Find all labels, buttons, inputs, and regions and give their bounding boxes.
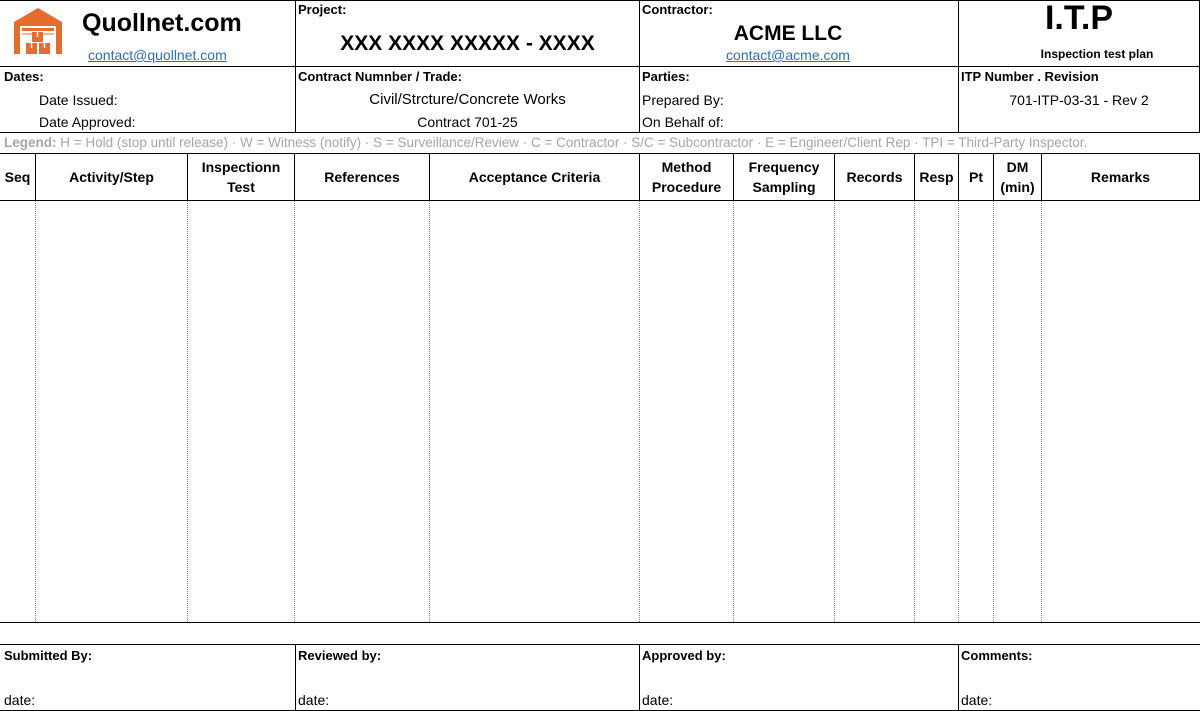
date-issued-label: Date Issued:	[39, 92, 118, 108]
table-body[interactable]	[0, 201, 1200, 622]
contractor-label: Contractor:	[642, 2, 713, 17]
column-header-resp: Resp	[919, 169, 954, 185]
reviewed-date-label: date:	[298, 692, 330, 708]
comments-label: Comments:	[961, 648, 1033, 663]
approved-by-label: Approved by:	[642, 648, 726, 663]
column-header-records: Records	[846, 169, 903, 185]
footer-top-border	[0, 644, 1200, 645]
header-col-divider-1	[295, 0, 296, 132]
legend	[4, 135, 1087, 150]
header-divider	[0, 66, 1200, 67]
project-value: XXX XXXX XXXXX - XXXX	[340, 32, 595, 55]
column-header-dm-min: DM (min)	[1000, 159, 1035, 195]
footer-col-divider	[958, 644, 959, 710]
date-approved-label: Date Approved:	[39, 114, 136, 130]
column-header-references: References	[324, 169, 400, 185]
prepared-by-label: Prepared By:	[642, 92, 724, 108]
itp-title: I.T.P	[1044, 0, 1114, 37]
footer-col-divider	[639, 644, 640, 710]
dates-label: Dates:	[4, 69, 44, 84]
parties-label: Parties:	[642, 69, 690, 84]
column-header-frequency-sampling: Frequency Sampling	[748, 159, 820, 195]
contractor-email-link[interactable]: contact@acme.com	[726, 47, 850, 63]
itp-subtitle: Inspection test plan	[1040, 47, 1154, 61]
contract-trade: Civil/Strcture/Concrete Works	[369, 91, 566, 108]
project-label: Project:	[298, 2, 347, 17]
footer-col-divider	[295, 644, 296, 710]
column-header-method-procedure: Method Procedure	[651, 159, 722, 195]
column-header-seq: Seq	[4, 169, 31, 185]
comments-date-label: date:	[961, 692, 993, 708]
column-header-activity: Activity/Step	[69, 169, 154, 185]
itp-number-label: ITP Number . Revision	[961, 69, 1099, 84]
legend-text: H = Hold (stop until release) · W = Witness (notify) · S = Surveillance/Review · C = Contractor · S/C = Subcontractor · E = Engineer/Client Rep · TPI = Third-Party Inspector.	[56, 135, 1088, 150]
info-divider	[0, 132, 1200, 133]
contract-label: Contract Numnber / Trade:	[298, 69, 462, 84]
contract-number: Contract 701-25	[417, 114, 518, 130]
column-header-inspection-test: Inspectionn Test	[201, 159, 281, 195]
column-header-acceptance-criteria: Acceptance Criteria	[468, 169, 601, 185]
table-bottom-border	[0, 622, 1200, 623]
approved-date-label: date:	[642, 692, 674, 708]
submitted-by-label: Submitted By:	[4, 648, 93, 663]
legend-label: Legend:	[4, 135, 57, 150]
header-col-divider-2	[639, 0, 640, 132]
itp-number-value: 701-ITP-03-31 - Rev 2	[1009, 92, 1149, 108]
column-header-pt: Pt	[969, 169, 983, 185]
warehouse-boxes-icon	[12, 6, 64, 56]
reviewed-by-label: Reviewed by:	[298, 648, 382, 663]
brand-email-link[interactable]: contact@quollnet.com	[88, 47, 227, 63]
submitted-date-label: date:	[4, 692, 36, 708]
contractor-name: ACME LLC	[733, 22, 843, 45]
on-behalf-of-label: On Behalf of:	[642, 114, 724, 130]
brand-name: Quollnet.com	[82, 9, 242, 37]
column-header-remarks: Remarks	[1090, 169, 1151, 185]
